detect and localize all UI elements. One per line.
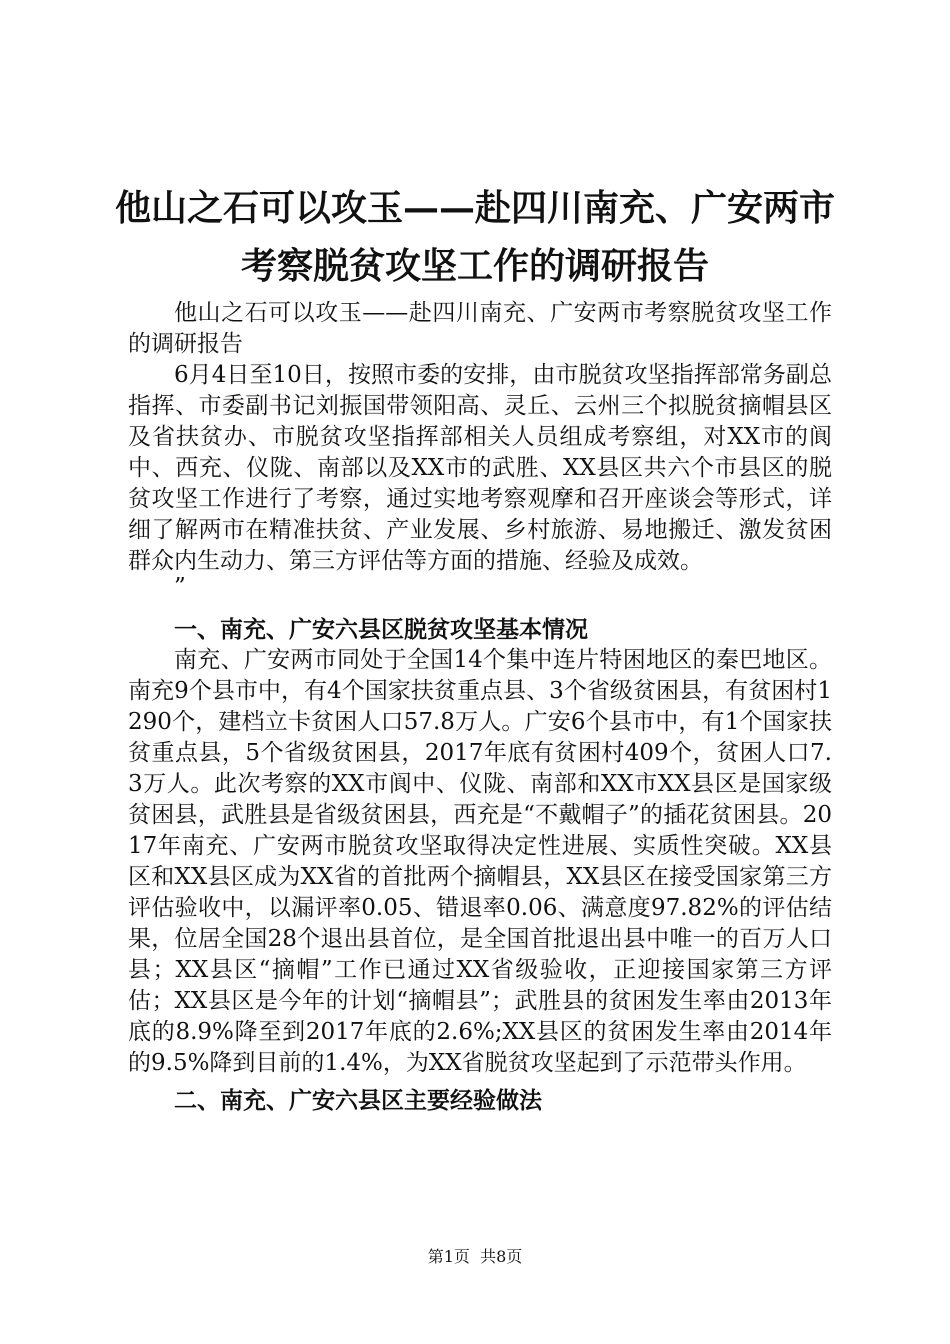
document-title-line-2: 考察脱贫攻坚工作的调研报告 — [240, 245, 709, 287]
document-title-line-1: 他山之石可以攻玉——赴四川南充、广安两市 — [114, 187, 835, 229]
section-1-paragraph: 南充、广安两市同处于全国14个集中连片特困地区的秦巴地区。南充9个县市中，有4个国家扶贫重点县、3个省级贫困县，有贫困村1290个，建档立卡贫困人口57.8万人。广安6个县市中，有1个国家扶贫重点县，5个省级贫困县，2017年底有贫困村409个，贫困人口7.3万人。此次考察的XX市阆中、仪陇、南部和XX市XX县区是国家级贫困县，武胜县是省级贫困县，西充是“不戴帽子”的插花贫困县。2017年南充、广安两市脱贫攻坚取得决定性进展、实质性突破。XX县区和XX县区成为XX省的首批两个摘帽县，XX县区在接受国家第三方评估验收中，以漏评率0.05、错退率0.06、满意度97.82%的评估结果，位居全国28个退出县首位，是全国首批退出县中唯一的百万人口县；XX县区“摘帽”工作已通过XX省级验收，正迎接国家第三方评估；XX县区是今年的计划“摘帽县”；武胜县的贫困发生率由2013年底的8.9%降至到2017年底的2.6%;XX县区的贫困发生率由2014年的9.5%降到目前的1.4%，为XX省脱贫攻坚起到了示范带头作用。 — [128, 647, 832, 1076]
paragraph-quote-mark: ” — [174, 574, 186, 600]
section-1-heading: 一、南充、广安六县区脱贫攻坚基本情况 — [174, 616, 588, 643]
document-body — [128, 298, 832, 1116]
paragraph-subtitle-repeat: 他山之石可以攻玉——赴四川南充、广安两市考察脱贫攻坚工作的调研报告 — [128, 300, 832, 357]
paragraph-intro: 6月4日至10日，按照市委的安排，由市脱贫攻坚指挥部常务副总指挥、市委副书记刘振国带领阳高、灵丘、云州三个拟脱贫摘帽县区及省扶贫办、市脱贫攻坚指挥部相关人员组成考察组，对XX市的阆中、西充、仪陇、南部以及XX市的武胜、XX县区共六个市县区的脱贫攻坚工作进行了考察，通过实地考察观摩和召开座谈会等形式，详细了解两市在精准扶贫、产业发展、乡村旅游、易地搬迁、激发贫困群众内生动力、第三方评估等方面的措施、经验及成效。 — [128, 362, 832, 574]
page-number-footer: 第1页 共8页 — [427, 1247, 523, 1266]
section-2-heading: 二、南充、广安六县区主要经验做法 — [174, 1087, 542, 1114]
